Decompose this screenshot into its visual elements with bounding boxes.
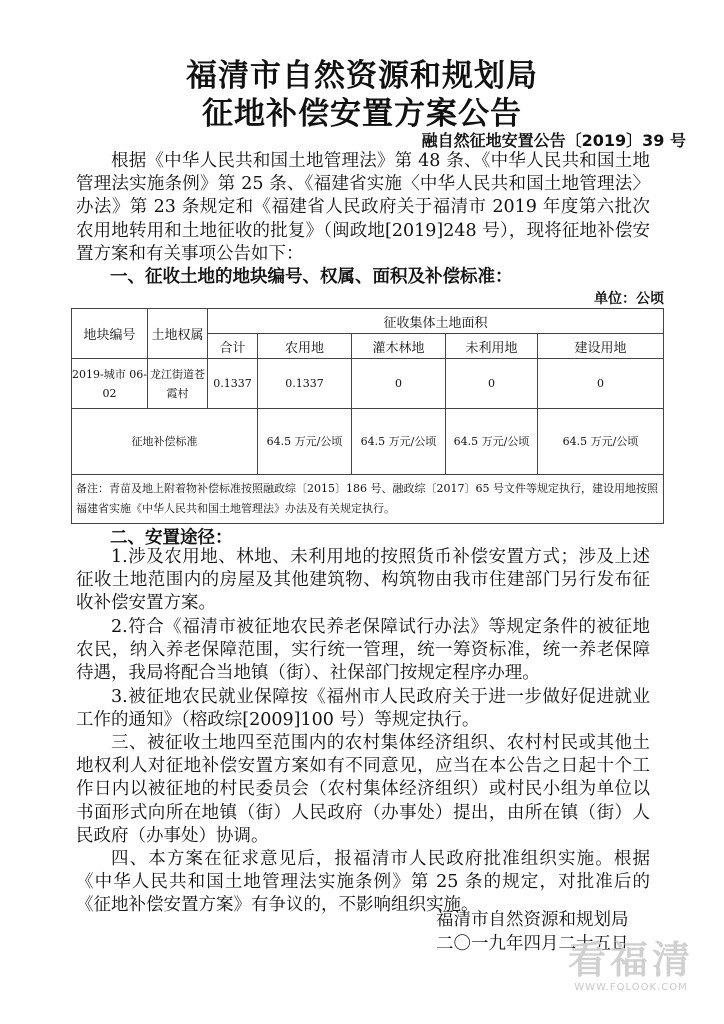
watermark-logo-text: 看福清	[567, 938, 694, 982]
cell-plot: 2019-城市 06-02	[72, 359, 148, 409]
watermark-url: WWW.FQLOOK.COM	[574, 982, 688, 993]
section4-paragraph: 四、本方案在征求意见后，报福清市人民政府批准组织实施。根据《中华人民共和国土地管理法实施条例》第 25 条的规定，对批准后的《征地补偿安置方案》有争议的，不影响组织实施。	[76, 849, 650, 916]
section1-heading: 一、征收土地的地块编号、权属、面积及补偿标准：	[110, 267, 513, 287]
subheader-total: 合计	[208, 334, 258, 359]
unit-label: 单位：公顷	[594, 291, 664, 307]
subheader-unused: 未利用地	[446, 334, 538, 359]
subheader-construction: 建设用地	[538, 334, 664, 359]
section2-item-3: 3.被征地农民就业保障按《福州市人民政府关于进一步做好促进就业工作的通知》（榕政综[2009]100 号）等规定执行。	[76, 687, 650, 731]
cell-shrubland: 0	[352, 359, 446, 409]
header-plot-number: 地块编号	[72, 309, 148, 359]
intro-paragraph: 根据《中华人民共和国土地管理法》第 48 条、《中华人民共和国土地管理法实施条例》第 25 条、《福建省实施〈中华人民共和国土地管理法〉办法》第 23 条规定和《福建省人民政府关于福清市 2019 年度第六批次农用地转用和土地征收的批复》（闽政地[2019]248 号），现将征地补偿安置方案和有关事项公告如下：	[76, 151, 650, 264]
header-land-ownership: 土地权属	[148, 309, 208, 359]
land-table	[71, 308, 664, 524]
document-number: 融自然征地安置公告〔2019〕39 号	[421, 131, 686, 150]
section2-item-1: 1.涉及农用地、林地、未利用地的按照货币补偿安置方式；涉及上述征收土地范围内的房屋及其他建筑物、构筑物由我市住建部门另行发布征收补偿安置方案。	[76, 547, 650, 614]
section2-item-2: 2.符合《福清市被征地农民养老保障试行办法》等规定条件的被征地农民，纳入养老保障范围，实行统一管理，统一筹资标准，统一养老保障待遇，我局将配合当地镇（街）、社保部门按规定程序办理。	[76, 617, 650, 684]
cell-total: 0.1337	[208, 359, 258, 409]
signature-date: 二〇一九年四月二十五日	[436, 934, 629, 954]
title-line-1: 福清市自然资源和规划局	[186, 58, 538, 94]
section2-heading: 二、安置途径：	[110, 528, 233, 548]
section3-paragraph: 三、被征收土地四至范围内的农村集体经济组织、农村村民或其他土地权利人对征地补偿安置方案如有不同意见，应当在本公告之日起十个工作日内以被征地的村民委员会（农村集体经济组织）或村民小组为单位以书面形式向所在地镇（街）人民政府（办事处）提出，由所在镇（街）人民政府（办事处）协调。	[76, 733, 650, 846]
cell-standard-label: 征地补偿标准	[72, 409, 258, 475]
signature-org: 福清市自然资源和规划局	[436, 910, 629, 930]
cell-standard-unused: 64.5 万元/公顷	[446, 409, 538, 475]
subheader-agricultural: 农用地	[258, 334, 352, 359]
cell-standard-construction: 64.5 万元/公顷	[538, 409, 664, 475]
cell-construction: 0	[538, 359, 664, 409]
cell-unused: 0	[446, 359, 538, 409]
table-note: 备注：青苗及地上附着物补偿标准按照融政综〔2015〕186 号、融政综〔2017〕65 号文件等规定执行，建设用地按照福建省实施《中华人民共和国土地管理法》办法及有关规定执行。	[72, 475, 664, 524]
cell-standard-shrubland: 64.5 万元/公顷	[352, 409, 446, 475]
cell-standard-agricultural: 64.5 万元/公顷	[258, 409, 352, 475]
cell-agricultural: 0.1337	[258, 359, 352, 409]
cell-owner: 龙江街道苍霞村	[148, 359, 208, 409]
subheader-shrubland: 灌木林地	[352, 334, 446, 359]
site-watermark	[568, 938, 694, 993]
table-row	[72, 359, 664, 409]
header-collective-land-area: 征收集体土地面积	[208, 309, 664, 334]
title-line-2: 征地补偿安置方案公告	[202, 96, 522, 132]
